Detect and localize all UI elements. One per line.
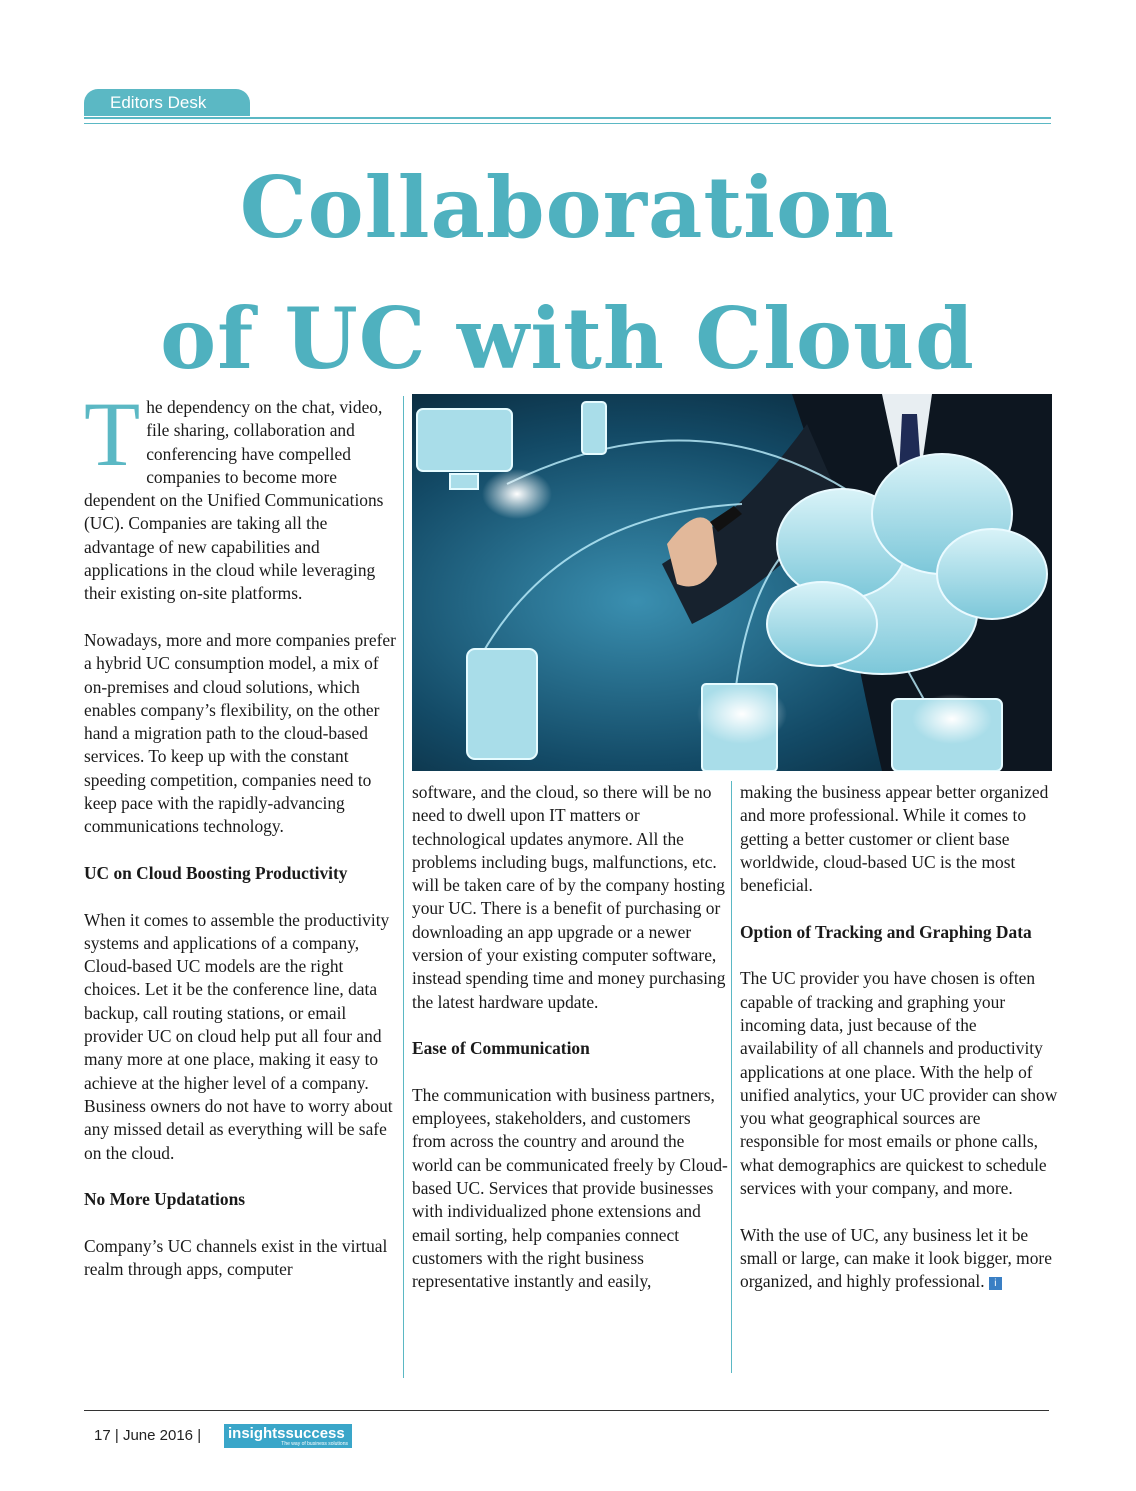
- paragraph: Nowadays, more and more companies prefer a hybrid UC consumption model, a mix of on-premises and cloud solutions, which enables company’s flexibility, on the other hand a migration path to the cloud-based services. To keep up with the constant speeding competition, companies need to keep pace with the rapidly-advancing communications technology.: [84, 629, 396, 837]
- column-2: [412, 781, 728, 1317]
- article-title-line2: of UC with Cloud: [160, 289, 975, 388]
- intro-paragraph: [84, 383, 396, 606]
- footer-info: [94, 1425, 201, 1447]
- drop-cap: T: [84, 383, 141, 485]
- issue-date: June 2016: [122, 1427, 194, 1444]
- subheading: No More Updatations: [84, 1189, 246, 1210]
- logo-tagline: The way of business solutions: [281, 1441, 348, 1447]
- column-3: [740, 781, 1058, 1317]
- closing-text: With the use of UC, any business let it be small or large, can make it look bigger, more organized, and highly professional.: [740, 1224, 1052, 1292]
- section-tab: Editors Desk: [84, 89, 250, 116]
- subheading: Option of Tracking and Graphing Data: [740, 921, 1032, 942]
- header-rule-thin: [84, 123, 1051, 124]
- page-number: 17: [94, 1427, 111, 1444]
- paragraph: making the business appear better organized and more professional. While it comes to getting a better customer or client base worldwide, cloud-based UC is the most beneficial.: [740, 782, 1049, 896]
- paragraph: software, and the cloud, so there will be no need to dwell upon IT matters or technological updates anymore. All the problems including bugs, malfunctions, etc. will be taken care of by the company hosting your UC. There is a benefit of purchasing or downloading an app upgrade or a newer version of your existing computer software, instead spending time and money purchasing the latest hardware update.: [412, 782, 726, 1012]
- paragraph: When it comes to assemble the productivity systems and applications of a company, Cloud-based UC models are the right choices. Let it be the conference line, data backup, call routing stations, or email provider UC on cloud help put all four and many more at one place, making it easy to achieve at the higher level of a company. Business owners do not have to worry about any missed detail as everything will be safe on the cloud.: [84, 909, 393, 1163]
- paragraph: Company’s UC channels exist in the virtual realm through apps, computer: [84, 1235, 388, 1279]
- article-title-line1: Collaboration: [239, 158, 896, 257]
- logo-text: insightssuccess: [228, 1425, 345, 1442]
- footer-rule: [84, 1410, 1049, 1411]
- end-of-article-icon: i: [989, 1277, 1002, 1290]
- cloud-illustration-image: [412, 394, 1052, 771]
- column-divider: [403, 396, 404, 1378]
- subheading: Ease of Communication: [412, 1038, 590, 1059]
- footer-separator: |: [114, 1427, 123, 1444]
- header-rule: [84, 117, 1051, 119]
- column-1: [84, 383, 396, 1305]
- column-divider: [731, 781, 732, 1373]
- subheading: UC on Cloud Boosting Productivity: [84, 862, 348, 883]
- footer-separator: |: [197, 1427, 202, 1444]
- paragraph: The communication with business partners, employees, stakeholders, and customers from across the country and around the world can be communicated freely by Cloud-based UC. Services that provide businesses with individualized phone extensions and email sorting, help companies connect customers with the right business representative instantly and easily,: [412, 1084, 728, 1292]
- intro-text: he dependency on the chat, video, file sharing, collaboration and conferencing have compelled companies to become more dependent on the Unified Communications (UC). Companies are taking all the advantage of new capabilities and applications in the cloud while leveraging their existing on-site platforms.: [84, 397, 384, 604]
- paragraph: [740, 1224, 1058, 1294]
- magazine-logo: [224, 1424, 352, 1448]
- paragraph: The UC provider you have chosen is often capable of tracking and graphing your incoming data, just because of the availability of all channels and productivity applications at one place. With the help of unified analytics, your UC provider can show you what geographical sources are responsible for most emails or phone calls, what demographics are quickest to schedule services with your company, and more.: [740, 968, 1058, 1199]
